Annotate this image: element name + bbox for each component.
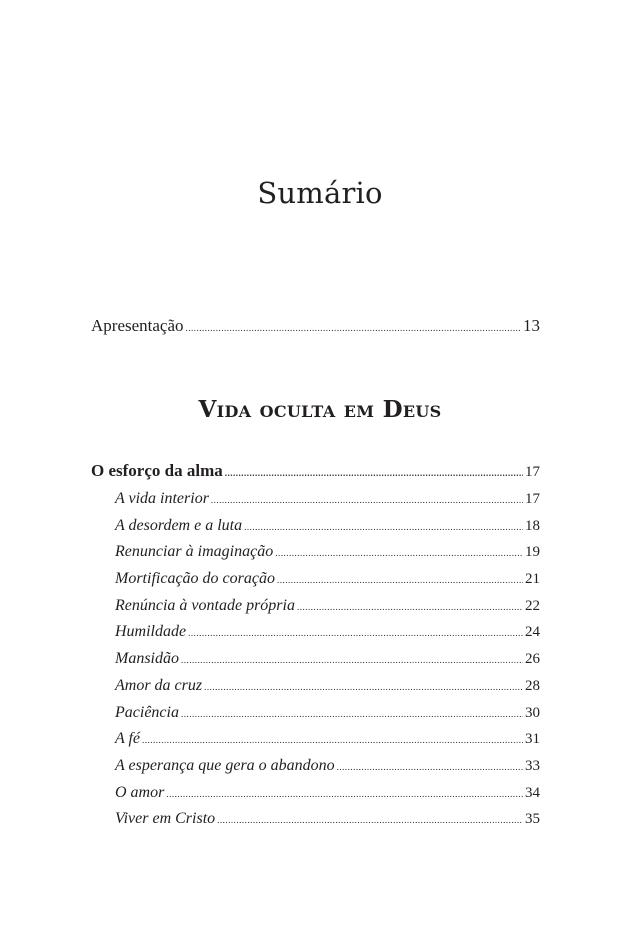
toc-entry-title: Humildade (115, 623, 187, 641)
page-title: Sumário (257, 176, 383, 210)
toc-entry[interactable] (115, 704, 540, 731)
toc-entry-page: 22 (525, 597, 540, 614)
dot-leader (277, 570, 523, 588)
toc-entry-page: 17 (525, 491, 540, 507)
toc-entry-title: A vida interior (115, 490, 209, 507)
toc-entry-title: Apresentação (91, 316, 184, 335)
toc-entry-page: 26 (525, 651, 540, 668)
toc-entry-page: 34 (525, 784, 540, 801)
toc-entry-title: Renúncia à vontade própria (115, 596, 295, 614)
toc-chapter-title: O esforço da alma (91, 461, 223, 480)
dot-leader (166, 784, 523, 802)
toc-entry[interactable] (115, 517, 540, 544)
toc-entry-apresentacao[interactable] (91, 316, 540, 336)
dot-leader (188, 623, 523, 641)
toc-entry-title: Paciência (115, 703, 179, 721)
toc-entry-page: 35 (525, 811, 540, 828)
toc-entry-page: 33 (525, 757, 540, 774)
toc-entry-page: 19 (525, 544, 540, 561)
toc-entry[interactable] (115, 650, 540, 677)
dot-leader (217, 810, 523, 828)
dot-leader (181, 704, 523, 722)
dot-leader (337, 757, 523, 775)
toc-entry-title: A desordem e a luta (115, 516, 243, 534)
toc-entry[interactable] (115, 543, 540, 570)
toc-entry-title: O amor (115, 783, 165, 801)
toc-entry-page: 31 (525, 731, 540, 748)
section-heading: Vida oculta em Deus (198, 396, 442, 423)
dot-leader (142, 730, 523, 748)
toc-entry[interactable] (115, 570, 540, 597)
toc-chapter-esforco[interactable] (91, 461, 540, 481)
toc-entry-page: 28 (525, 677, 540, 694)
toc-entry[interactable] (115, 623, 540, 650)
toc-entry-title: Mortificação do coração (115, 570, 275, 588)
dot-leader (181, 650, 523, 668)
dot-leader (225, 461, 523, 481)
dot-leader (244, 517, 523, 535)
toc-entry-page: 13 (523, 316, 540, 335)
toc-entry-title: Amor da cruz (115, 676, 203, 694)
toc-entry-title: Mansidão (115, 650, 179, 668)
dot-leader (211, 490, 523, 508)
toc-entry-title: A fé (115, 730, 141, 748)
dot-leader (297, 597, 523, 615)
toc-entry[interactable] (115, 784, 540, 811)
dot-leader (186, 316, 521, 336)
toc-entry-page: 18 (525, 517, 540, 534)
toc-entry-page: 21 (525, 571, 540, 588)
toc-entry-title: Viver em Cristo (115, 810, 216, 828)
toc-entry-title: A esperança que gera o abandono (115, 756, 335, 774)
dot-leader (204, 677, 523, 695)
toc-entry-page: 30 (525, 704, 540, 721)
toc-entry[interactable] (115, 490, 540, 517)
toc-entry[interactable] (115, 597, 540, 624)
toc-entry[interactable] (115, 677, 540, 704)
dot-leader (275, 543, 523, 561)
toc-entry-page: 24 (525, 624, 540, 641)
toc-entry[interactable] (115, 757, 540, 784)
toc-entry[interactable] (115, 810, 540, 837)
toc-entries-list (115, 490, 540, 837)
toc-entry[interactable] (115, 730, 540, 757)
toc-entry-title: Renunciar à imaginação (115, 543, 274, 561)
toc-chapter-page: 17 (525, 464, 540, 480)
